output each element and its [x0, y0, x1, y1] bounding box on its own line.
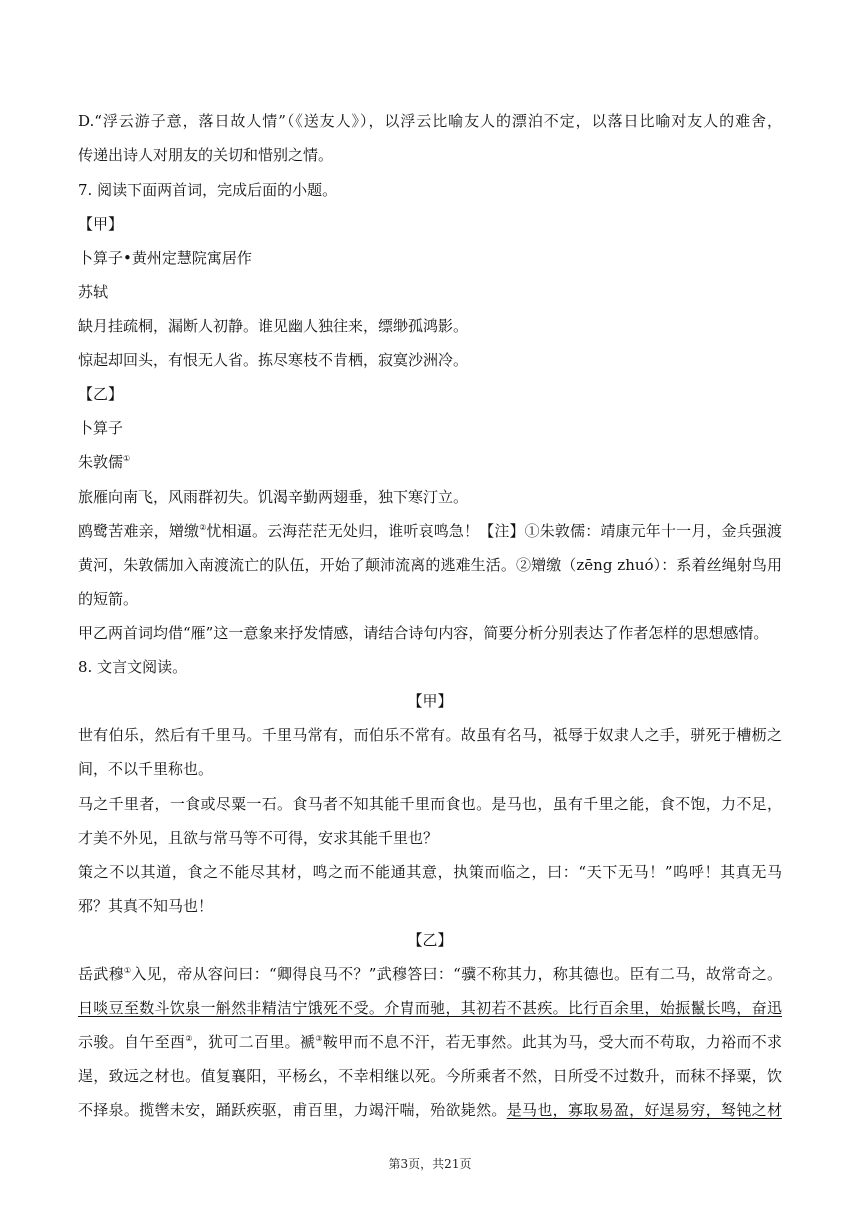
classical-text-line: 间，不以千里称也。 [78, 760, 214, 778]
classical-text-line: 岳武穆①入见，帝从容问曰：“卿得良马不？”武穆答曰：“骥不称其力，称其德也。臣有二马，故常奇之。 [78, 965, 782, 983]
poem-line: 缺月挂疏桐，漏断人初静。谁见幽人独往来，缥缈孤鸿影。 [78, 317, 469, 335]
footnote-marker: ① [123, 454, 131, 463]
page-footer: 第3页，共21页 [388, 1157, 472, 1171]
classical-text-line: 策之不以其道，食之不能尽其材，鸣之而不能通其意，执策而临之，曰：“天下无马！”呜呼！其真无马 [78, 863, 782, 881]
classical-text-line [78, 998, 782, 1018]
poem-author: 朱敦儒① [78, 453, 131, 471]
footnote-marker: ② [185, 1034, 193, 1043]
classical-text-line: 马之千里者，一食或尽粟一石。食马者不知其能千里而食也。是马也，虽有千里之能，食不饱，力不足， [78, 795, 782, 813]
classical-text-line: 才美不外见，且欲与常马等不可得，安求其能千里也？ [78, 829, 439, 847]
footnote-marker: ③ [315, 1034, 323, 1043]
classical-text-line: 逞，致远之材也。值复襄阳，平杨幺，不幸相继以死。今所乘者不然，日所受不过数升，而秣不择粟，饮 [78, 1067, 782, 1085]
section-label: 【乙】 [407, 931, 453, 949]
text-line: 传递出诗人对朋友的关切和惜别之情。 [78, 146, 334, 164]
section-label: 【乙】 [78, 385, 124, 403]
poem-author: 苏轼 [78, 283, 109, 301]
question-heading: 7. 阅读下面两首词，完成后面的小题。 [78, 181, 338, 199]
classical-text-line: 示骏。自午至酉②，犹可二百里。褫③鞍甲而不息不汗，若无事然。此其为马，受大而不苟取，力裕而不求 [78, 1033, 782, 1051]
poem-title: 卜算子•黄州定慧院寓居作 [78, 249, 252, 267]
poem-line: 旅雁向南飞，风雨群初失。饥渴辛勤两翅垂，独下寒汀立。 [78, 488, 469, 506]
section-label: 【甲】 [78, 215, 124, 233]
question-heading: 8. 文言文阅读。 [78, 658, 188, 676]
classical-text-line: 不择泉。揽辔未安，踊跃疾驱，甫百里，力竭汗喘，殆欲毙然。是马也，寡取易盈，好逞易穷，驽钝之材 [78, 1101, 782, 1119]
poem-line: 鸥鹭苦难亲，矰缴②忧相逼。云海茫茫无处归，谁听哀鸣急！【注】①朱敦儒：靖康元年十一月，金兵强渡 [78, 522, 782, 540]
section-label: 【甲】 [407, 692, 453, 710]
footnote-marker: ② [199, 523, 207, 532]
question-text: 甲乙两首词均借“雁”这一意象来抒发情感，请结合诗句内容，简要分析分别表达了作者怎样的思想感情。 [78, 624, 769, 642]
underlined-sentence: 是马也，寡取易盈，好逞易穷，驽钝之材 [506, 1101, 782, 1119]
classical-text-line: 世有伯乐，然后有千里马。千里马常有，而伯乐不常有。故虽有名马，祗辱于奴隶人之手，骈死于槽枥之 [78, 726, 782, 744]
footnote-marker: ① [123, 966, 132, 975]
note-line: 的短箭。 [78, 590, 139, 608]
poem-title: 卜算子 [78, 419, 124, 437]
poem-line: 惊起却回头，有恨无人省。拣尽寒枝不肯栖，寂寞沙洲冷。 [78, 351, 469, 369]
underlined-sentence: 日啖豆至数斗饮泉一斛然非精洁宁饿死不受。介胄而驰，其初若不甚疾。比行百余里，始振鬣长鸣，奋迅 [78, 999, 782, 1017]
text-line: D.“浮云游子意，落日故人情”（《送友人》），以浮云比喻友人的漂泊不定，以落日比喻对友人的难舍， [78, 112, 782, 130]
note-line: 黄河，朱敦儒加入南渡流亡的队伍，开始了颠沛流离的逃难生活。②矰缴（zēng zhuó）：系着丝绳射鸟用 [78, 556, 782, 574]
classical-text-line: 邪？其真不知马也！ [78, 897, 214, 915]
